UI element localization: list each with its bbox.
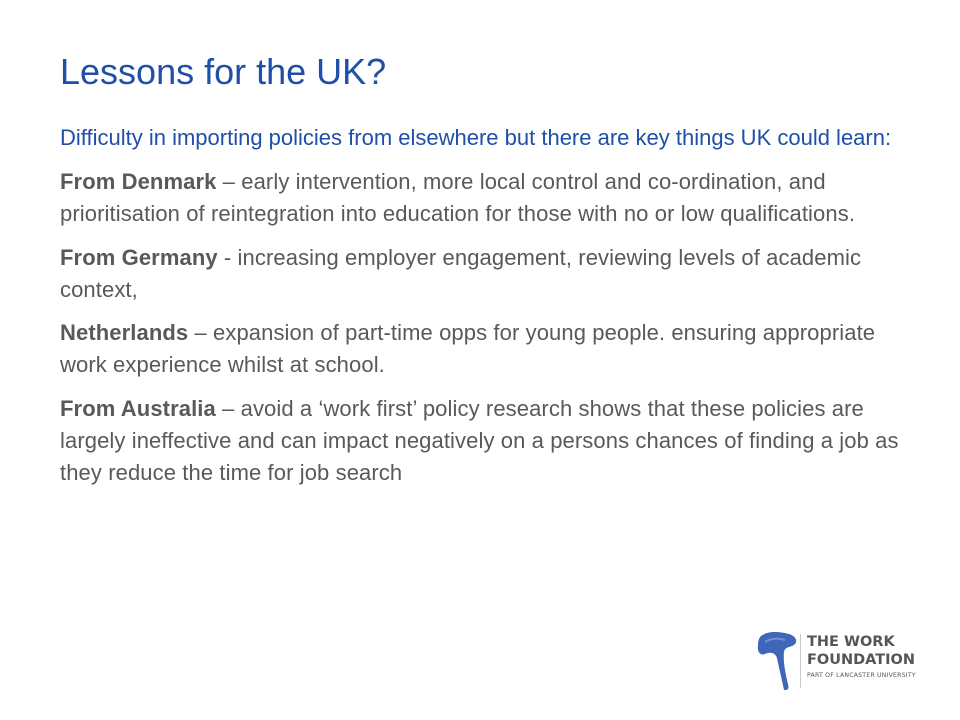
slide-title: Lessons for the UK? bbox=[60, 51, 387, 92]
work-foundation-logo bbox=[755, 628, 935, 692]
logo-text-line1: THE WORK bbox=[807, 634, 895, 650]
flag-figure-icon bbox=[755, 628, 801, 692]
point-netherlands bbox=[60, 317, 920, 381]
point-australia bbox=[60, 393, 920, 489]
point-lead: From Germany bbox=[60, 244, 218, 270]
point-text: - increasing employer engagement, reviewing levels of academic context, bbox=[60, 244, 862, 302]
logo-text-line3: PART OF LANCASTER UNIVERSITY bbox=[807, 672, 916, 679]
logo-text-line2: FOUNDATION bbox=[807, 652, 916, 668]
intro-text: Difficulty in importing policies from elsewhere but there are key things UK could learn: bbox=[60, 125, 892, 150]
point-lead: Netherlands bbox=[60, 320, 189, 346]
point-text: – avoid a ‘work first’ policy research shows that these policies are largely ineffective and can impact negatively on a persons chances of finding a job as they reduce the time for job search bbox=[60, 396, 899, 486]
point-text: – early intervention, more local control and co-ordination, and prioritisation of reintegration into education for those with no or low qualifications. bbox=[60, 168, 856, 226]
point-germany bbox=[60, 242, 920, 306]
point-denmark bbox=[60, 166, 920, 230]
logo-divider bbox=[800, 634, 801, 688]
point-lead: From Australia bbox=[60, 396, 216, 422]
point-text: – expansion of part-time opps for young people. ensuring appropriate work experience whilst at school. bbox=[60, 320, 876, 378]
point-lead: From Denmark bbox=[60, 168, 217, 194]
slide-body bbox=[60, 122, 920, 501]
